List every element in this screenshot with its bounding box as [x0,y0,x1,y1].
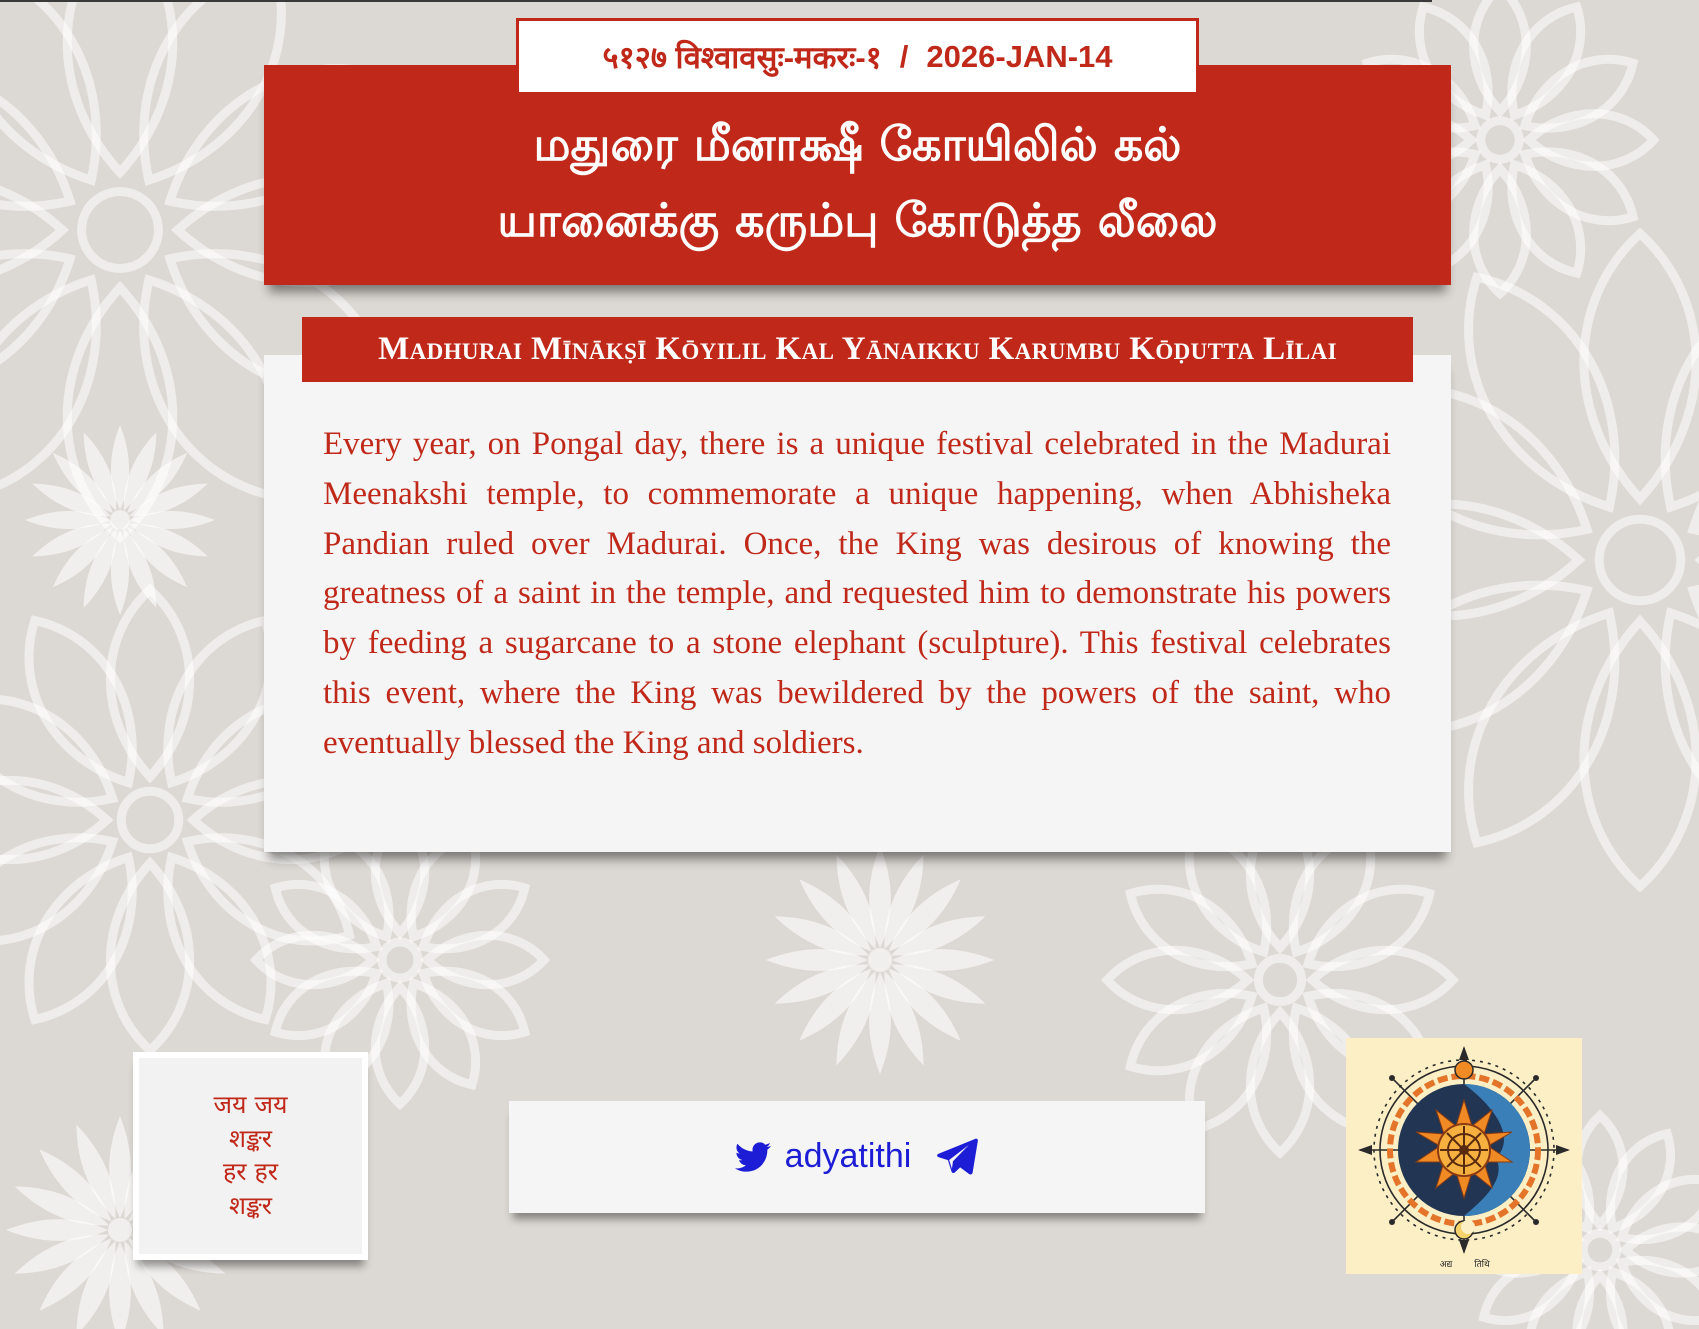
date-separator: / [899,38,909,74]
title-line-1: மதுரை மீனாக்ஷீ கோயிலில் கல் [533,117,1182,171]
twitter-icon[interactable] [735,1139,771,1175]
date-samvat: ५१२७ विश्वावसुः-मकरः-१ [602,39,882,75]
date-gregorian: 2026-JAN-14 [926,38,1113,74]
floral-motif-mid-left [25,425,215,615]
floral-motif-bottom-center [766,846,994,1074]
logo-text-right: तिथि [1474,1260,1490,1270]
blessing-line-1: जय जय [213,1090,288,1119]
title-line-2: யானைக்கு கரும்பு கோடுத்த லீலை [497,193,1218,247]
blessing-line-3: हर हर [223,1157,278,1186]
date-badge [516,18,1199,95]
logo-text-left: अद्य [1439,1260,1453,1270]
title-banner [264,65,1451,285]
top-rule [0,0,1432,2]
blessing-card [133,1052,368,1260]
telegram-icon[interactable] [935,1136,979,1178]
description-text: Every year, on Pongal day, there is a unique festival celebrated in the Madurai Meenakshi temple, to commemorate a unique happening, when Abhisheka Pandian ruled over Madurai. Once, the King was desirous of knowing the greatness of a saint in the temple, and requested him to demonstrate his powers by feeding a sugarcane to a stone elephant (sculpture). This festival celebrates this event, where the King was bewildered by the powers of the saint, who eventually blessed the King and soldiers. [323,426,1391,761]
adyatithi-logo [1346,1038,1582,1274]
blessing-line-4: शङ्कर [228,1190,273,1220]
social-links [509,1101,1205,1213]
description-panel [264,355,1451,852]
social-handle[interactable]: adyatithi [784,1136,912,1175]
blessing-line-2: शङ्कर [228,1123,273,1153]
subtitle-bar [302,317,1413,382]
subtitle-text: Madhurai Mīnākṣī Kōyilil Kal Yānaikku Karumbu Kōḍutta Līlai [378,331,1337,367]
